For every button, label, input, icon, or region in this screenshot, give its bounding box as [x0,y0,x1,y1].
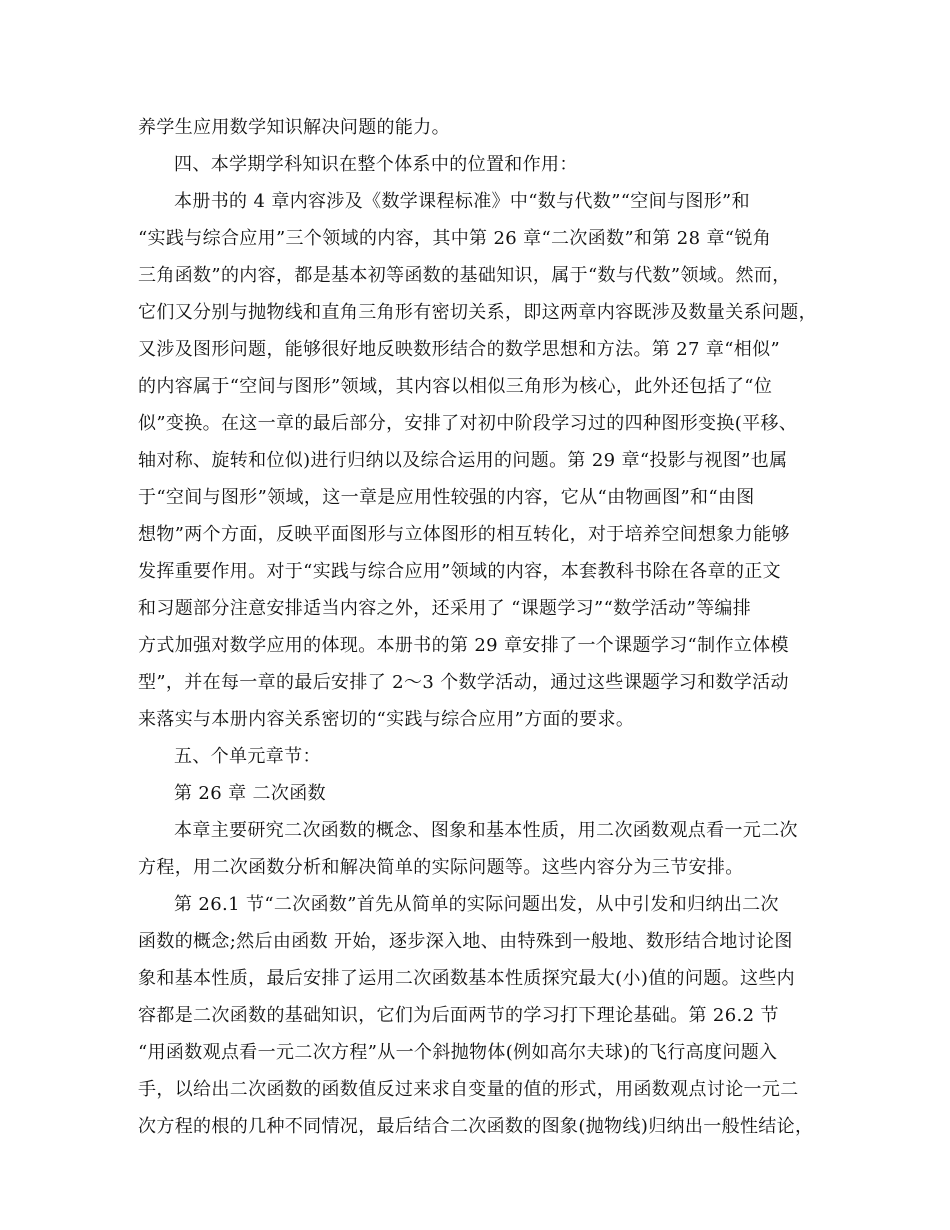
text-line: 容都是二次函数的基础知识，它们为后面两节的学习打下理论基础。第 26.2 节 [138,1005,779,1026]
section-heading: 五、个单元章节： [174,746,321,767]
text-line: 来落实与本册内容关系密切的“实践与综合应用”方面的要求。 [138,709,635,730]
text-line: 发挥重要作用。对于“实践与综合应用”领域的内容，本套教科书除在各章的正文 [138,561,782,582]
text-line: 轴对称、旋转和位似)进行归纳以及综合运用的问题。第 29 章“投影与视图”也属 [138,450,788,471]
text-line: 于“空间与图形”领域，这一章是应用性较强的内容，它从“由物画图”和“由图 [138,487,755,508]
text-line: 和习题部分注意安排适当内容之外，还采用了 “课题学习”“数学活动”等编排 [138,598,752,619]
text-line: 方式加强对数学应用的体现。本册书的第 29 章安排了一个课题学习“制作立体模 [138,635,789,656]
chapter-title: 第 26 章 二次函数 [174,783,326,804]
text-line: 养学生应用数学知识解决问题的能力。 [138,117,450,138]
text-line: 手，以给出二次函数的函数值反过来求自变量的值的形式，用函数观点讨论一元二 [138,1079,799,1100]
text-line: 次方程的根的几种不同情况，最后结合二次函数的图象(抛物线)归纳出一般性结论， [138,1116,814,1137]
text-line: “用函数观点看一元二次方程”从一个斜抛物体(例如高尔夫球)的飞行高度问题入 [138,1042,778,1063]
text-line: 第 26.1 节“二次函数”首先从简单的实际问题出发，从中引发和归纳出二次 [174,894,779,915]
text-line: 三角函数”的内容，都是基本初等函数的基础知识，属于“数与代数”领域。然而， [138,265,791,286]
text-line: 本章主要研究二次函数的概念、图象和基本性质，用二次函数观点看一元二次 [174,820,798,841]
text-line: 又涉及图形问题，能够很好地反映数形结合的数学思想和方法。第 27 章“相似” [138,339,781,360]
text-line: 本册书的 4 章内容涉及《数学课程标准》中“数与代数”“空间与图形”和 [174,191,750,212]
text-line: 函数的概念;然后由函数 开始，逐步深入地、由特殊到一般地、数形结合地讨论图 [138,931,793,952]
section-heading: 四、本学期学科知识在整个体系中的位置和作用： [174,154,578,175]
text-line: 似”变换。在这一章的最后部分，安排了对初中阶段学习过的四种图形变换(平移、 [138,413,798,434]
text-line: “实践与综合应用”三个领域的内容，其中第 26 章“二次函数”和第 28 章“锐角 [138,228,772,249]
text-line: 的内容属于“空间与图形”领域，其内容以相似三角形为核心，此外还包括了“位 [138,376,773,397]
text-line: 想物”两个方面，反映平面图形与立体图形的相互转化，对于培养空间想象力能够 [138,524,790,545]
text-line: 方程，用二次函数分析和解决简单的实际问题等。这些内容分为三节安排。 [138,857,744,878]
text-line: 它们又分别与抛物线和直角三角形有密切关系，即这两章内容既涉及数量关系问题， [138,302,817,323]
text-line: 型”，并在每一章的最后安排了 2～3 个数学活动，通过这些课题学习和数学活动 [138,672,789,693]
text-line: 象和基本性质，最后安排了运用二次函数基本性质探究最大(小)值的问题。这些内 [138,968,795,989]
